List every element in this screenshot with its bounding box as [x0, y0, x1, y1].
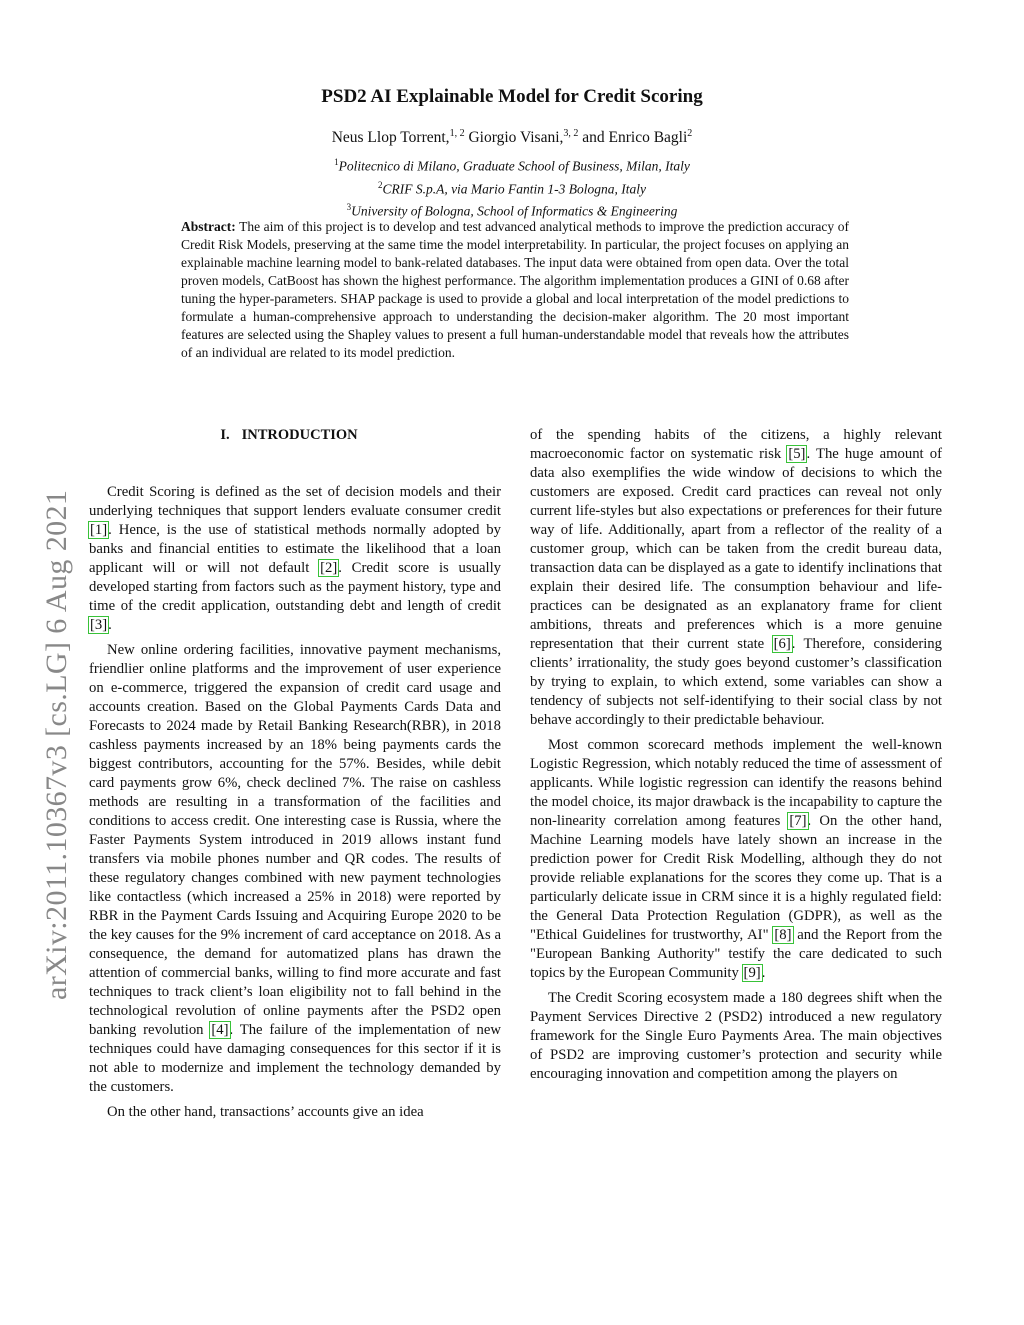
paragraph — [89, 483, 501, 635]
author-affil-sup: 2 — [687, 128, 693, 139]
section-title: INTRODUCTION — [241, 427, 358, 443]
text-run: New online ordering facilities, innovative payment mechanisms, friendlier online platforms and the improvement of user experience on e-commerce, triggered the expansion of credit card usage and accounts creation. Based on the Global Payments Cards Data and Forecasts to 2024 made by Retail Banking Research(RBR), in 2018 cashless payments increased by an 18% being payments cards the biggest contributors, accounting for the 57%. Besides, while debit card payments grow 6%, check declined 7%. The raise on cashless methods are resulting in a transformation of the facilities and conditions to access credit. One interesting case is Russia, where the Faster Payments System introduced in 2019 allows instant fund transfers via mobile phones number and QR codes. The results of these regulatory changes combined with new payment technologies like contactless (which increased a 25% in 2018) were reported by RBR in the Payment Cards Issuing and Acquiring Europe 2020 to be the key causes for the 9% increment of card acceptance on 2018. As a consequence, the demand for automatized plans has drawn the attention of commercial banks, willing to find more accurate and fast techniques to track client’s loan eligibility not to fall behind in the technological revolution of online payments after the PSD2 open banking revolution — [89, 642, 501, 1038]
paragraph — [530, 736, 942, 983]
citation-link[interactable]: [9] — [743, 965, 761, 981]
abstract-text: The aim of this project is to develop and test advanced analytical methods to improve the prediction accuracy of Credit Risk Models, preserving at the same time the model interpretability. In particular, the project focuses on applying an explainable machine learning model to bank-related databases. The input data were obtained from open data. Over the total proven models, CatBoost has shown the highest performance. The algorithm implementation produces a GINI of 0.68 after tuning the hyper-parameters. SHAP package is used to provide a global and local interpretation of the model predictions to formulate a human-comprehensive approach to understanding the decision-maker algorithm. The 20 most important features are selected using the Shapley values to present a full human-understandable model that reveals how the attributes of an individual are related to its model prediction. — [181, 219, 849, 360]
text-run: of the spending habits of the citizens, a highly relevant macroeconomic factor on systematic risk — [530, 427, 942, 462]
abstract-label: Abstract: — [181, 219, 236, 234]
right-column — [530, 426, 942, 1090]
affil-sup: 1 — [334, 157, 339, 167]
author-affil-sup: 3, 2 — [563, 128, 579, 139]
section-number: I. — [220, 427, 230, 443]
author: Giorgio Visani, — [468, 129, 564, 147]
text-run: and the Report from the "European Banking Authority" testify the care dedicated to such topics by the European Community — [530, 927, 942, 981]
paragraph: The Credit Scoring ecosystem made a 180 degrees shift when the Payment Services Directive 2 (PSD2) introduced a new regulatory framework for the Single Euro Payments Area. The main objectives of PSD2 are improving customer’s protection and security while encouraging innovation and competition among the players on — [530, 990, 942, 1082]
author-list — [0, 128, 1024, 147]
affiliations — [0, 153, 1024, 221]
affil-text: CRIF S.p.A, via Mario Fantin 1-3 Bologna, Italy — [382, 181, 647, 196]
affiliation — [0, 176, 1024, 199]
text-run: . Credit score is usually developed starting from factors such as the payment history, type and time of the credit application, outstanding debt and length of credit — [89, 560, 501, 614]
author: and Enrico Bagli — [582, 129, 688, 147]
citation-link[interactable]: [6] — [773, 636, 791, 652]
affil-text: Politecnico di Milano, Graduate School of Business, Milan, Italy — [338, 158, 690, 174]
text-run: . The failure of the implementation of new techniques could have damaging consequences for this sector if it is not able to modernize and implement the technology demanded by the customers. — [89, 1022, 501, 1095]
section-heading — [89, 426, 501, 445]
citation-link[interactable]: [8] — [774, 927, 792, 943]
citation-link[interactable]: [2] — [320, 560, 338, 576]
text-run: . Therefore, considering clients’ irrationality, the study goes beyond customer’s classification by trying to explain, to which extend, some variables can show a tendency of subjects not self-identifying to their social class by not behave accordingly to their predictable behaviour. — [530, 636, 942, 728]
text-run: . — [108, 617, 112, 633]
affil-sup: 3 — [346, 202, 352, 212]
affil-sup: 2 — [377, 179, 383, 190]
paragraph — [530, 426, 942, 730]
text-run: . Hence, is the use of statistical methods normally adopted by banks and financial entities to estimate the likelihood that a loan applicant will or will not default — [89, 522, 501, 576]
text-run: . On the other hand, Machine Learning models have lately shown an increase in the prediction power for Credit Risk Modelling, although they do not provide reliable explanations for the scores they come up. That is a particularly delicate issue in CRM since it is a highly regulated field: the General Data Protection Regulation (GDPR), as well as the "Ethical Guidelines for trustworthy, AI" — [530, 813, 942, 943]
left-column — [89, 426, 501, 1128]
citation-link[interactable]: [7] — [789, 813, 807, 829]
citation-link[interactable]: [4] — [211, 1022, 229, 1038]
arxiv-identifier: arXiv:2011.10367v3 [cs.LG] 6 Aug 2021 — [40, 489, 73, 1000]
affil-text: University of Bologna, School of Informatics & Engineering — [351, 203, 678, 219]
text-run: Most common scorecard methods implement the well-known Logistic Regression, which notably reduced the time of assessment of applicants. While logistic regression can identify the reasons behind the model choice, its major drawback is the incapability to capture the non-linearity correlation among features — [530, 737, 942, 829]
text-run: . The huge amount of data also exemplifies the wide window of decisions to which the customers are exposed. Credit card practices can reveal not only current life-styles but also expectations or preferences for their future way of life. Additionally, apart from a reflector of the reality of a customer group, which can be taken from the credit bureau data, transaction data can be displayed as a gate to identify inclinations that explain their desired life. The consumption behaviour and life-practices can be designated as an explanatory frame for client ambitions, threats and preferences which is a more genuine representation that their current state — [530, 446, 942, 652]
citation-link[interactable]: [1] — [90, 522, 108, 538]
author-affil-sup: 1, 2 — [449, 128, 465, 139]
abstract — [181, 218, 849, 362]
paper-title: PSD2 AI Explainable Model for Credit Scoring — [321, 86, 703, 107]
author: Neus Llop Torrent, — [331, 129, 450, 147]
citation-link[interactable]: [5] — [788, 446, 806, 462]
paragraph — [89, 641, 501, 1097]
citation-link[interactable]: [3] — [90, 617, 108, 633]
text-run: . — [761, 965, 766, 981]
text-run: Credit Scoring is defined as the set of decision models and their underlying techniques that support lenders evaluate consumer credit — [89, 484, 501, 519]
affiliation — [0, 153, 1024, 176]
paragraph: On the other hand, transactions’ accounts give an idea — [107, 1104, 424, 1120]
